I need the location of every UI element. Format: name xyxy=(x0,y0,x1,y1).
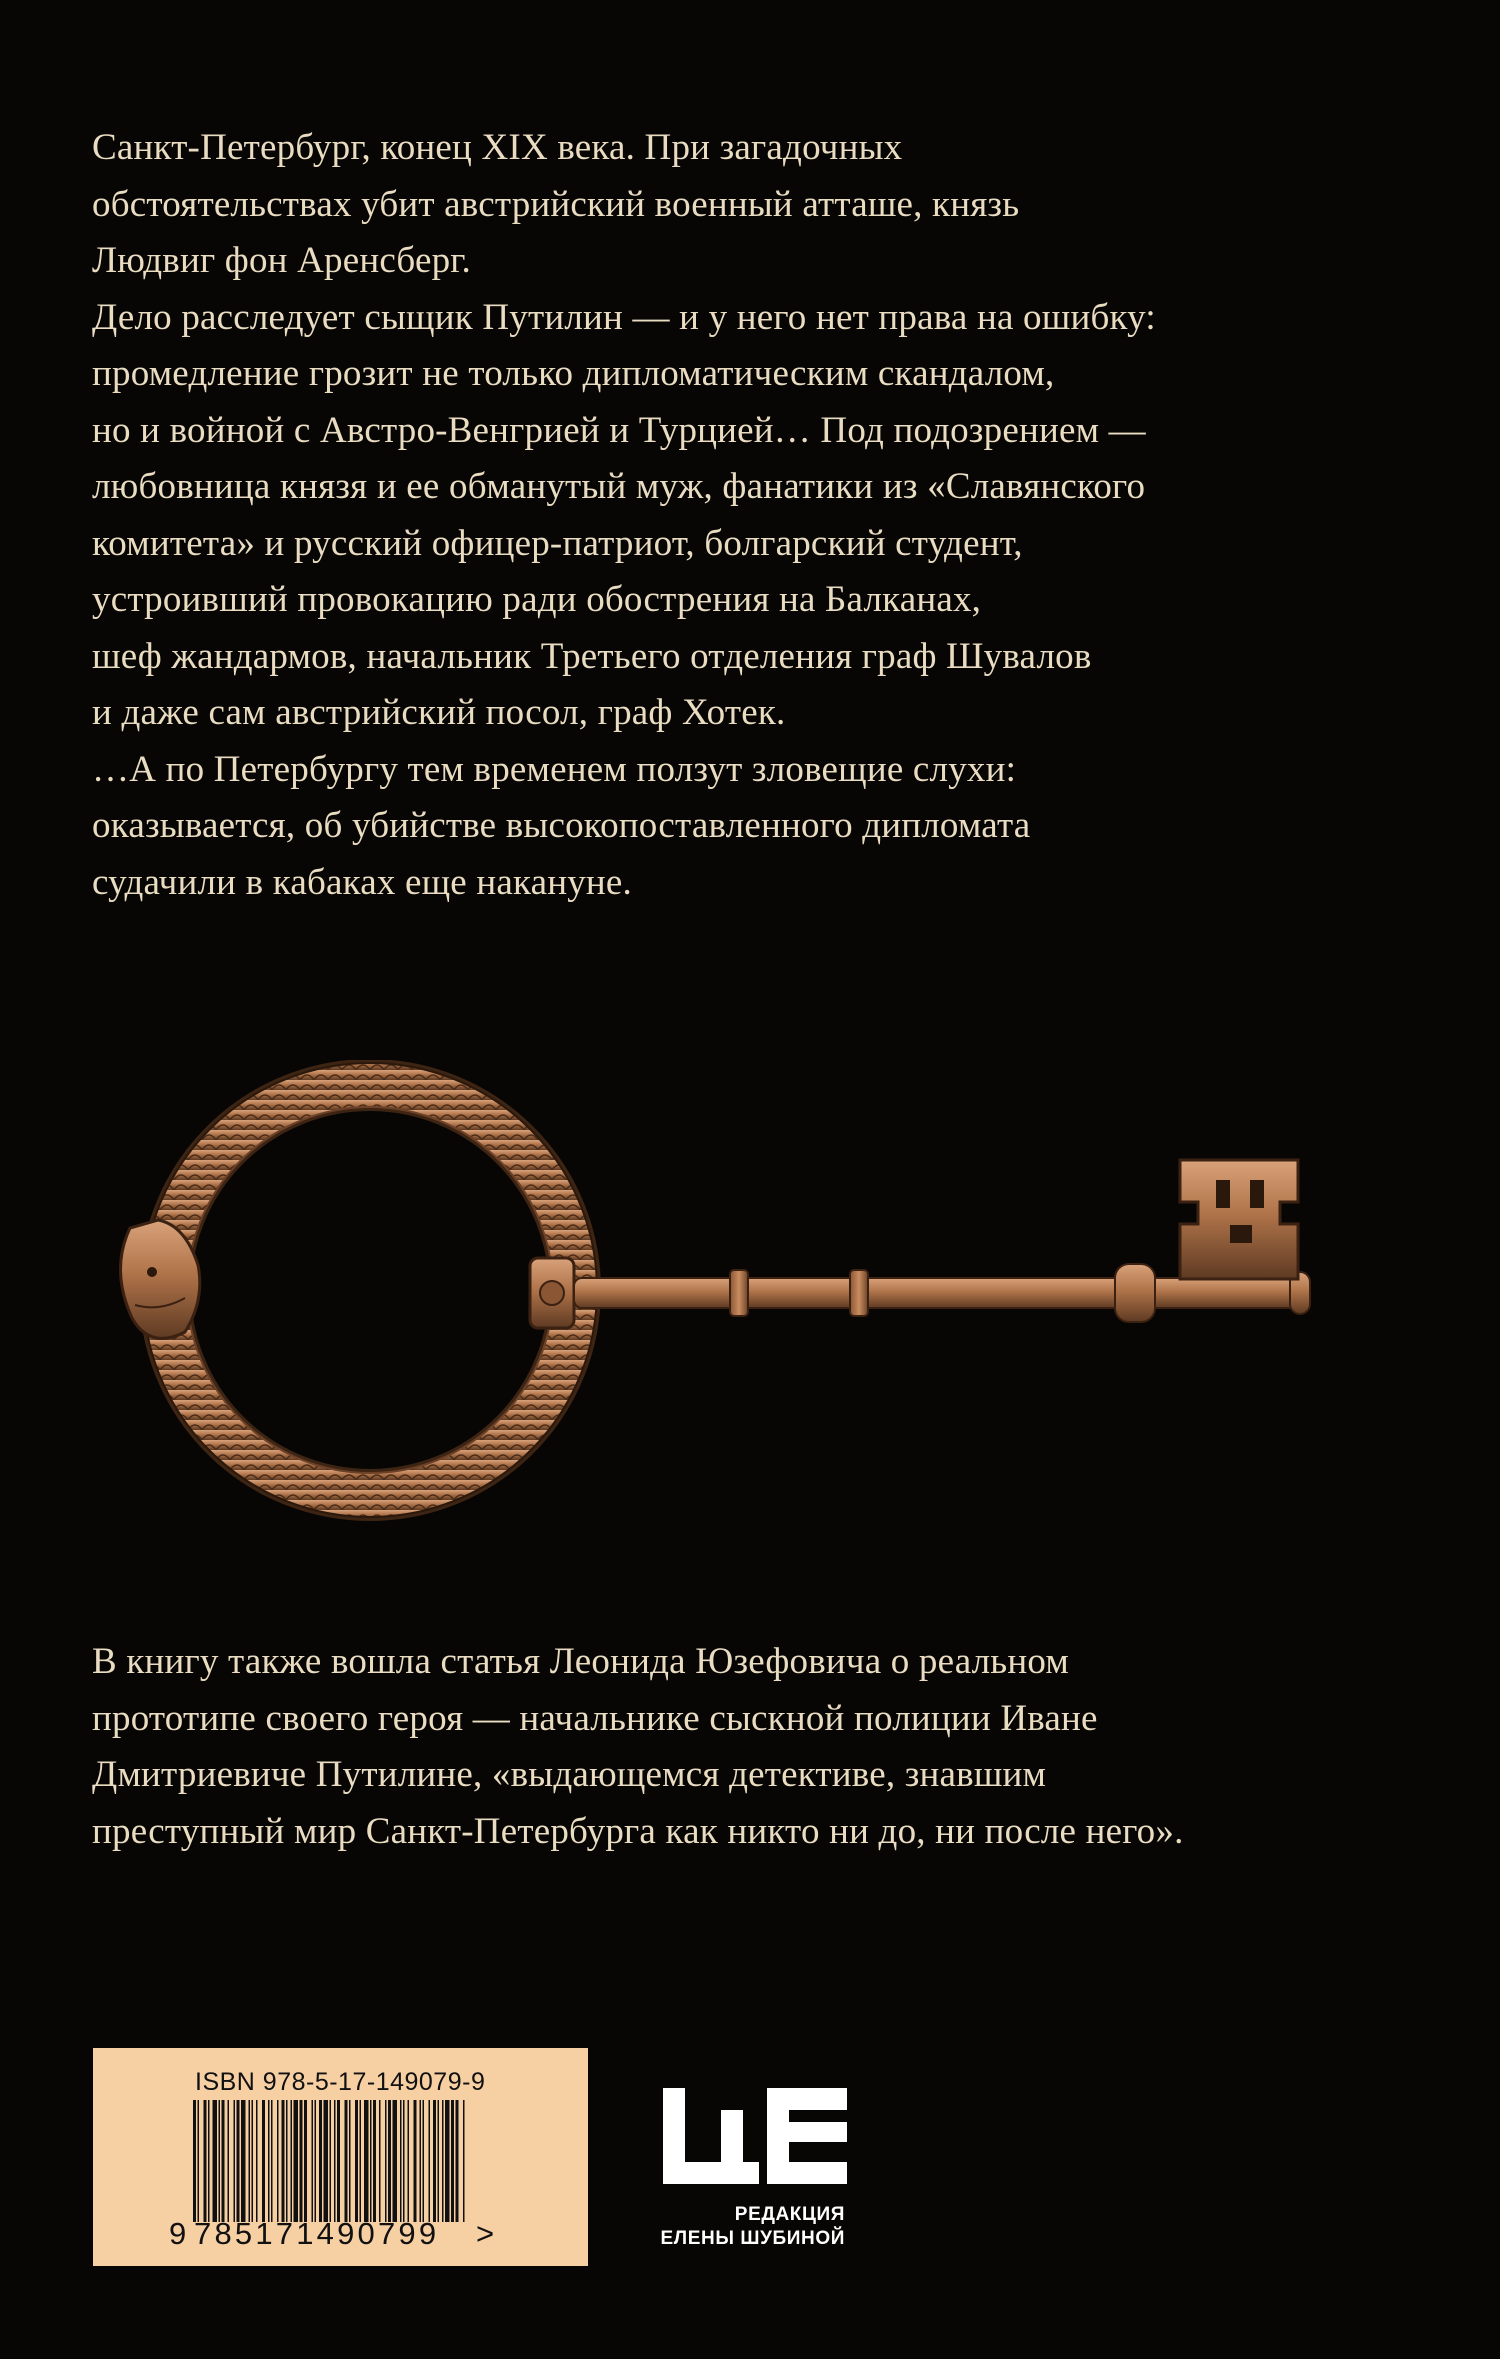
annotation-line: обстоятельствах убит австрийский военный атташе, князь xyxy=(92,183,1020,225)
ean-first-digit: 9 xyxy=(169,2216,187,2251)
ouroboros-key-icon xyxy=(90,1060,1370,1540)
note-line: В книгу также вошла статья Леонида Юзефовича о реальном xyxy=(92,1641,1069,1682)
annotation-line: оказывается, об убийстве высокопоставленного дипломата xyxy=(92,805,1031,846)
ean-digits: 785171490799 xyxy=(194,2216,440,2251)
article-note xyxy=(92,1634,1452,1860)
annotation-line: судачили в кабаках еще накануне. xyxy=(92,861,633,903)
annotation-line: Дело расследует сыщик Путилин — и у него нет права на ошибку: xyxy=(92,296,1156,338)
annotation-line: промедление грозит не только дипломатическим скандалом, xyxy=(92,353,1055,394)
isbn-barcode-panel xyxy=(93,2048,588,2266)
note-line: преступный мир Санкт-Петербурга как никто ни до, ни после него». xyxy=(92,1810,1184,1852)
annotation-line: комитета» и русский офицер-патриот, болгарский студент, xyxy=(92,522,1023,564)
annotation-text xyxy=(92,120,1452,911)
barcode-icon xyxy=(193,2100,465,2222)
note-line: Дмитриевиче Путилине, «выдающемся детективе, знавшим xyxy=(92,1754,1047,1795)
annotation-line: и даже сам австрийский посол, граф Хотек. xyxy=(92,692,786,733)
annotation-line: Санкт-Петербург, конец XIX века. При загадочных xyxy=(92,127,903,168)
annotation-line: но и войной с Австро-Венгрией и Турцией… Под подозрением — xyxy=(92,409,1146,451)
ean-quiet-zone-marker: > xyxy=(476,2216,495,2251)
publisher-line-1: РЕДАКЦИЯ xyxy=(734,2204,845,2225)
annotation-line: устроивший провокацию ради обострения на Балканах, xyxy=(92,579,982,620)
publisher-line-2: ЕЛЕНЫ ШУБИНОЙ xyxy=(660,2228,845,2249)
publisher-imprint xyxy=(655,2082,855,2257)
publisher-logo-icon xyxy=(663,2088,847,2188)
annotation-line: …А по Петербургу тем временем ползут зловещие слухи: xyxy=(92,748,1017,790)
isbn-number: ISBN 978-5-17-149079-9 xyxy=(195,2068,486,2096)
annotation-line: любовница князя и ее обманутый муж, фанатики из «Славянского xyxy=(92,466,1146,507)
annotation-line: шеф жандармов, начальник Третьего отделения граф Шувалов xyxy=(92,635,1092,677)
note-line: прототипе своего героя — начальнике сыскной полиции Иване xyxy=(92,1697,1098,1739)
annotation-line: Людвиг фон Аренсберг. xyxy=(92,240,471,281)
